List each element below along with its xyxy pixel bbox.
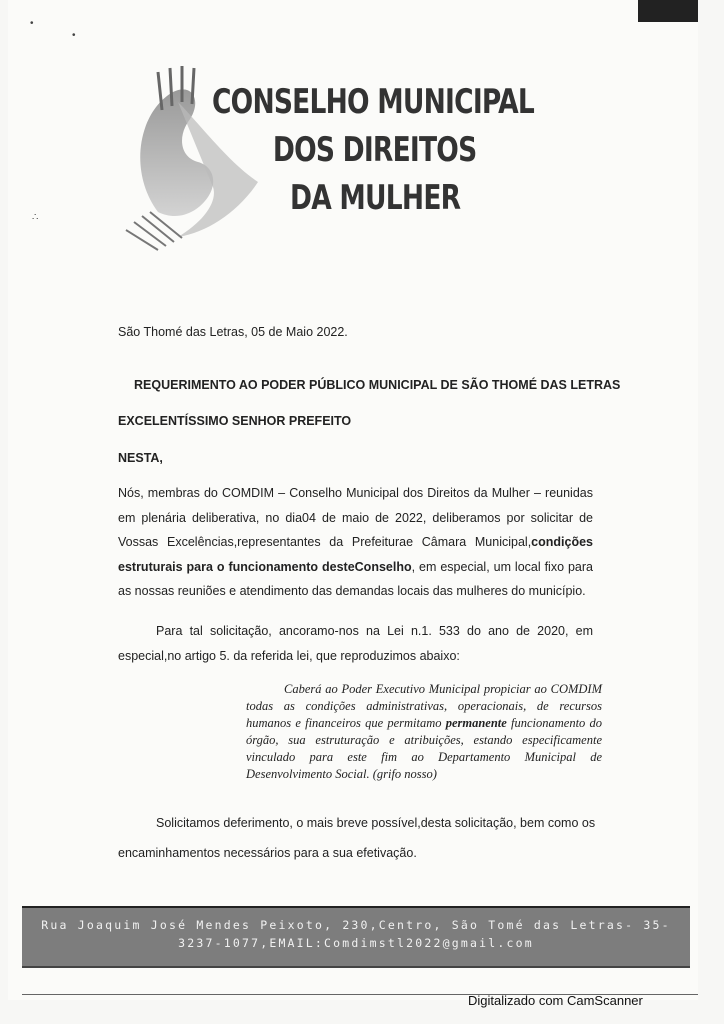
logo-line-1: CONSELHO MUNICIPAL (212, 82, 534, 122)
logo-line-2: DOS DIREITOS (272, 130, 477, 170)
law-quote-text-2: funcionamento do órgão, sua estruturação e atribuições, estando especificamente vinculado para este fim ao Departamento Municipal de Desenvolvimento Social. (grifo nosso) (246, 716, 602, 781)
footer-contact: 3237-1077,EMAIL:Comdimstl2022@gmail.com (178, 936, 534, 950)
scan-speck: • (72, 30, 76, 41)
scan-speck: • (30, 18, 34, 29)
camscanner-watermark: Digitalizado com CamScanner (468, 993, 643, 1008)
scan-speck: ∴ (32, 212, 39, 223)
law-quote-text-1: Caberá ao Poder Executivo Municipal propiciar ao COMDIM todas as condições administrativas, operacionais, de recursos humanos e financeiros que permitamo (246, 682, 602, 730)
paragraph-request-bold: condições estruturais para o funcionamento desteConselho (118, 535, 593, 574)
paragraph-closing: Solicitamos deferimento, o mais breve possível,desta solicitação, bem como os encaminhamentos necessários para a sua efetivação. (118, 816, 596, 860)
paragraph-request-text-2: , em especial, um local fixo para as nossas reuniões e atendimento das demandas locais das mulheres do município. (118, 559, 593, 598)
paragraph-law-reference: Para tal solicitação, ancoramo-nos na Lei n.1. 533 do ano de 2020, em especial,no artigo 5. da referida lei, que reproduzimos abaixo: (118, 624, 593, 663)
law-quote-bold: permanente (445, 716, 507, 730)
letter-subject: REQUERIMENTO AO PODER PÚBLICO MUNICIPAL DE SÃO THOMÉ DAS LETRAS (134, 378, 621, 392)
paragraph-request (118, 481, 593, 604)
letter-nesta: NESTA, (118, 451, 163, 465)
letter-salutation: EXCELENTÍSSIMO SENHOR PREFEITO (118, 414, 352, 428)
letter-date: São Thomé das Letras, 05 de Maio 2022. (118, 325, 348, 339)
paragraph-request-text-1: Nós, membras do COMDIM – Conselho Municipal dos Direitos da Mulher – reunidas em plenária deliberativa, no dia04 de maio de 2022, deliberamos por solicitar de Vossas Excelências,representantes da Prefeiturae Câmara Municipal, (118, 486, 593, 549)
scan-corner-shadow (638, 0, 698, 22)
logo-title (212, 78, 534, 222)
law-quote (246, 681, 602, 783)
logo-line-3: DA MULHER (290, 178, 461, 218)
footer-address: Rua Joaquim José Mendes Peixoto, 230,Centro, São Tomé das Letras- 35- (41, 918, 671, 932)
footer-address-bar (22, 906, 690, 968)
